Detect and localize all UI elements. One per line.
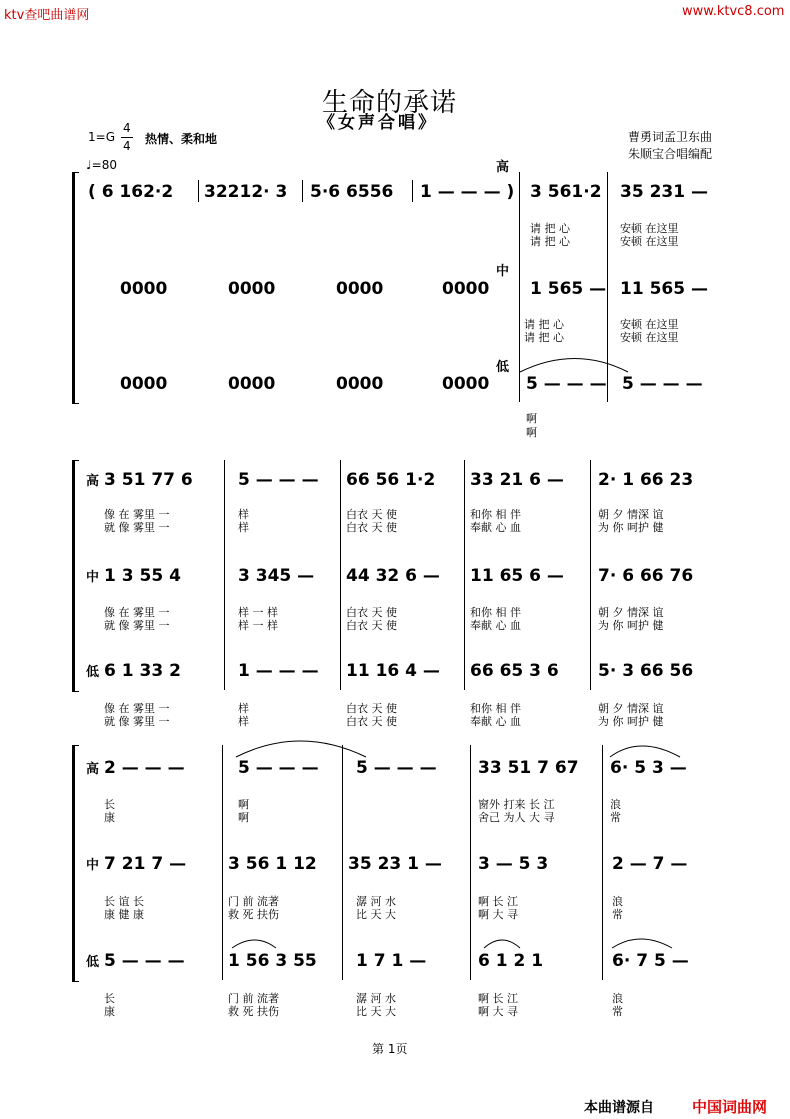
slur-arc: [610, 746, 680, 757]
lyric-line: 康 健 康: [104, 908, 144, 921]
lyric-line: 样 一 样: [238, 606, 278, 619]
lyric-line: 浪: [612, 895, 623, 908]
low-measure: 5 — — —: [622, 374, 703, 394]
lyric-line: 长 谊 长: [104, 895, 144, 908]
lyric-line: 像 在 雾里 一: [104, 606, 170, 619]
lyric-line: 救 死 扶伤: [228, 1005, 279, 1018]
lyric-line: 样: [238, 702, 249, 715]
high-measure: 6· 5 3 —: [610, 758, 687, 778]
credit-arranger: 朱顺宝合唱编配: [628, 147, 713, 161]
lyric-line: 啊 长 江: [478, 895, 518, 908]
high-measure: 5 — — —: [238, 758, 319, 778]
lyric-line: 朝 夕 情深 谊: [598, 508, 664, 521]
watermark-left: ktv查吧曲谱网: [4, 8, 90, 23]
mid-measure: 7 21 7 —: [104, 854, 187, 874]
part-label-mid: 中: [496, 264, 510, 279]
mid-measure: 7· 6 66 76: [598, 566, 694, 586]
slur-arc: [520, 359, 628, 373]
lyric-line: 啊: [238, 798, 249, 811]
lyric-line: 比 天 大: [356, 1005, 396, 1018]
intro-measure: 32212· 3: [204, 182, 288, 202]
intro-measure: ( 6 162·2: [88, 182, 174, 202]
lyric-line: 和你 相 伴: [470, 606, 521, 619]
lyric-line: 舍己 为人 大 寻: [478, 811, 555, 824]
mid-measure: 3 345 —: [238, 566, 315, 586]
slur-arc: [612, 939, 672, 948]
lyric-line: 样: [238, 508, 249, 521]
lyric-line: 请 把 心: [530, 235, 570, 248]
lyric-line: 啊: [526, 426, 537, 439]
lyric-line: 长: [104, 992, 115, 1005]
lyric-line: 为 你 呵护 健: [598, 715, 664, 728]
lyric-line: 白衣 天 使: [346, 619, 397, 632]
high-measure: 5 — — —: [356, 758, 437, 778]
lyric-line: 啊 大 寻: [478, 1005, 518, 1018]
low-measure: 11 16 4 —: [346, 661, 440, 681]
lyric-line: 常: [610, 811, 621, 824]
lyric-line: 康: [104, 811, 115, 824]
lyric-line: 安顿 在这里: [620, 222, 679, 235]
rest-measure: 0000: [336, 279, 384, 299]
low-measure: 66 65 3 6: [470, 661, 559, 681]
low-measure: 6 1 33 2: [104, 661, 181, 681]
part-label-high: 高: [86, 762, 100, 777]
mid-measure: 44 32 6 —: [346, 566, 440, 586]
lyric-line: 长: [104, 798, 115, 811]
slur-arc: [232, 940, 276, 948]
time-denominator: 4: [123, 139, 131, 153]
credit-composers: 曹勇词孟卫东曲: [628, 130, 713, 144]
high-measure: 5 — — —: [238, 470, 319, 490]
part-label-low: 低: [86, 955, 100, 970]
part-label-low: 低: [496, 360, 510, 375]
source-site: 中国词曲网: [692, 1098, 768, 1116]
low-measure: 1 56 3 55: [228, 951, 317, 971]
high-measure: 3 561·2: [530, 182, 602, 202]
mid-measure: 3 56 1 12: [228, 854, 317, 874]
lyric-line: 白衣 天 使: [346, 606, 397, 619]
mid-measure: 11 565 —: [620, 279, 708, 299]
page-number: 第 1页: [372, 1042, 408, 1056]
lyric-line: 就 像 雾里 一: [104, 521, 170, 534]
lyric-line: 安顿 在这里: [620, 318, 679, 331]
low-measure: 6 1 2 1: [478, 951, 544, 971]
lyric-line: 潺 河 水: [356, 895, 396, 908]
tempo-marking: 热情、柔和地: [145, 132, 218, 146]
intro-measure: 5·6 6556: [310, 182, 394, 202]
lyric-line: 朝 夕 情深 谊: [598, 606, 664, 619]
lyric-line: 安顿 在这里: [620, 331, 679, 344]
lyric-line: 浪: [612, 992, 623, 1005]
lyric-line: 浪: [610, 798, 621, 811]
mid-measure: 1 565 —: [530, 279, 607, 299]
mid-measure: 1 3 55 4: [104, 566, 181, 586]
lyric-line: 为 你 呵护 健: [598, 619, 664, 632]
high-measure: 33 21 6 —: [470, 470, 564, 490]
lyric-line: 就 像 雾里 一: [104, 715, 170, 728]
lyric-line: 安顿 在这里: [620, 235, 679, 248]
low-measure: 5 — — —: [526, 374, 607, 394]
lyric-line: 样 一 样: [238, 619, 278, 632]
metronome: ♩=80: [86, 158, 117, 172]
high-measure: 2 — — —: [104, 758, 185, 778]
low-measure: 1 7 1 —: [356, 951, 427, 971]
rest-measure: 0000: [120, 279, 168, 299]
time-numerator: 4: [123, 121, 131, 135]
source-label: 本曲谱源自: [584, 1100, 654, 1116]
lyric-line: 常: [612, 1005, 623, 1018]
lyric-line: 啊 长 江: [478, 992, 518, 1005]
lyric-line: 奉献 心 血: [470, 619, 521, 632]
lyric-line: 请 把 心: [524, 331, 564, 344]
lyric-line: 白衣 天 使: [346, 702, 397, 715]
watermark-right: www.ktvc8.com: [682, 4, 785, 19]
lyric-line: 康: [104, 1005, 115, 1018]
lyric-line: 请 把 心: [524, 318, 564, 331]
lyric-line: 朝 夕 情深 谊: [598, 702, 664, 715]
lyric-line: 白衣 天 使: [346, 508, 397, 521]
high-measure: 66 56 1·2: [346, 470, 436, 490]
part-label-mid: 中: [86, 570, 100, 585]
lyric-line: 像 在 雾里 一: [104, 702, 170, 715]
mid-measure: 2 — 7 —: [612, 854, 688, 874]
lyric-line: 请 把 心: [530, 222, 570, 235]
rest-measure: 0000: [228, 374, 276, 394]
lyric-line: 潺 河 水: [356, 992, 396, 1005]
lyric-line: 门 前 流著: [228, 992, 279, 1005]
low-measure: 1 — — —: [238, 661, 319, 681]
part-label-high: 高: [86, 474, 100, 489]
part-label-low: 低: [86, 665, 100, 680]
rest-measure: 0000: [442, 374, 490, 394]
rest-measure: 0000: [336, 374, 384, 394]
mid-measure: 35 23 1 —: [348, 854, 442, 874]
high-measure: 2· 1 66 23: [598, 470, 694, 490]
low-measure: 5 — — —: [104, 951, 185, 971]
rest-measure: 0000: [442, 279, 490, 299]
lyric-line: 啊: [526, 412, 537, 425]
lyric-line: 啊 大 寻: [478, 908, 518, 921]
lyric-line: 白衣 天 使: [346, 521, 397, 534]
key-signature: 1=G: [88, 130, 115, 144]
mid-measure: 3 — 5 3: [478, 854, 549, 874]
mid-measure: 11 65 6 —: [470, 566, 564, 586]
high-measure: 3 51 77 6: [104, 470, 193, 490]
lyric-line: 啊: [238, 811, 249, 824]
low-measure: 6· 7 5 —: [612, 951, 689, 971]
lyric-line: 救 死 扶伤: [228, 908, 279, 921]
lyric-line: 常: [612, 908, 623, 921]
part-label-high: 高: [496, 160, 510, 175]
intro-measure: 1 — — — ): [420, 182, 515, 202]
lyric-line: 门 前 流著: [228, 895, 279, 908]
rest-measure: 0000: [120, 374, 168, 394]
part-label-mid: 中: [86, 858, 100, 873]
lyric-line: 和你 相 伴: [470, 702, 521, 715]
high-measure: 33 51 7 67: [478, 758, 579, 778]
lyric-line: 就 像 雾里 一: [104, 619, 170, 632]
lyric-line: 窗外 打来 长 江: [478, 798, 555, 811]
slur-arc: [484, 940, 520, 948]
rest-measure: 0000: [228, 279, 276, 299]
lyric-line: 像 在 雾里 一: [104, 508, 170, 521]
lyric-line: 样: [238, 715, 249, 728]
slur-arc: [236, 741, 366, 757]
lyric-line: 奉献 心 血: [470, 521, 521, 534]
low-measure: 5· 3 66 56: [598, 661, 694, 681]
lyric-line: 和你 相 伴: [470, 508, 521, 521]
lyric-line: 奉献 心 血: [470, 715, 521, 728]
lyric-line: 白衣 天 使: [346, 715, 397, 728]
high-measure: 35 231 —: [620, 182, 708, 202]
lyric-line: 样: [238, 521, 249, 534]
page-title: 生命的承诺: [322, 88, 458, 118]
lyric-line: 比 天 大: [356, 908, 396, 921]
lyric-line: 为 你 呵护 健: [598, 521, 664, 534]
subtitle: 《女声合唱》: [318, 113, 438, 133]
